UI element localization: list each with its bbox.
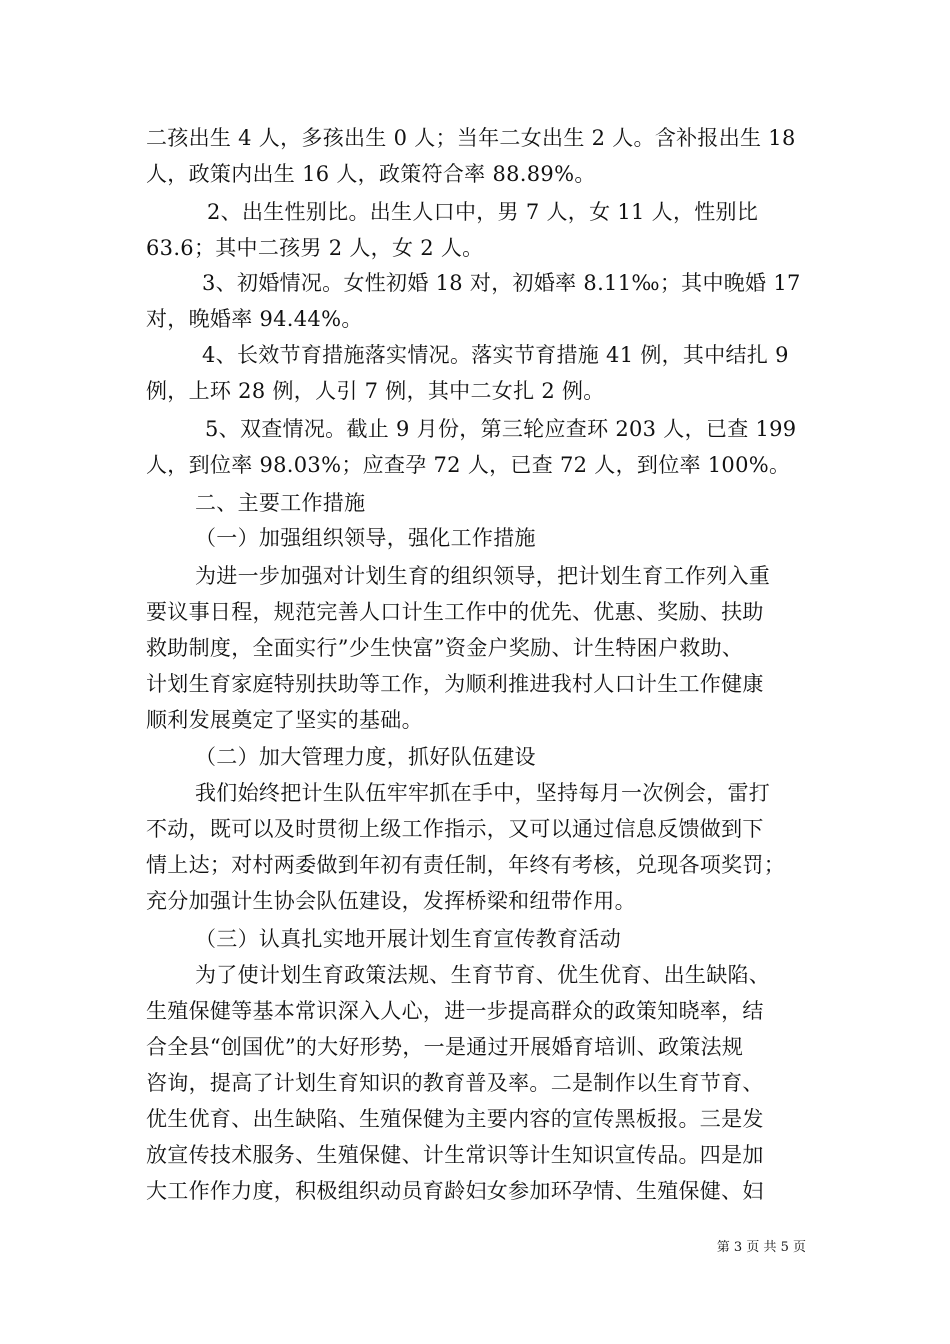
text-line: 大工作作力度，积极组织动员育龄妇女参加环孕情、生殖保健、妇 [146,1179,764,1203]
text-line: 为了使计划生育政策法规、生育节育、优生优育、出生缺陷、 [195,963,771,987]
text-line: 人，政策内出生 16 人，政策符合率 88.89%。 [146,162,596,186]
text-line: 优生优育、出生缺陷、生殖保健为主要内容的宣传黑板报。三是发 [146,1107,764,1131]
section-heading: 二、主要工作措施 [195,491,366,515]
subsection-heading: （一）加强组织领导，强化工作措施 [195,526,536,550]
text-line: 顺利发展奠定了坚实的基础。 [146,708,423,732]
text-line: 对，晚婚率 94.44%。 [146,307,363,331]
text-line: 63.6；其中二孩男 2 人，女 2 人。 [146,236,484,260]
text-line: 3、初婚情况。女性初婚 18 对，初婚率 8.11‰；其中晚婚 17 [202,271,801,295]
text-line: 人，到位率 98.03%；应查孕 72 人，已查 72 人，到位率 100%。 [146,453,791,477]
text-line: 我们始终把计生队伍牢牢抓在手中，坚持每月一次例会，雷打 [195,781,771,805]
text-line: 5、双查情况。截止 9 月份，第三轮应查环 203 人，已查 199 [205,417,797,441]
text-line: 不动，既可以及时贯彻上级工作指示，又可以通过信息反馈做到下 [146,817,764,841]
subsection-heading: （二）加大管理力度，抓好队伍建设 [195,745,536,769]
page-number-footer: 第 3 页 共 5 页 [716,1240,806,1255]
text-line: 咨询，提高了计划生育知识的教育普及率。二是制作以生育节育、 [146,1071,764,1095]
text-line: 情上达；对村两委做到年初有责任制，年终有考核，兑现各项奖罚； [146,853,785,877]
text-line: 例，上环 28 例，人引 7 例，其中二女扎 2 例。 [146,379,605,403]
text-line: 要议事日程，规范完善人口计生工作中的优先、优惠、奖励、扶助 [146,600,764,624]
text-line: 2、出生性别比。出生人口中，男 7 人，女 11 人，性别比 [207,200,759,224]
text-line: 二孩出生 4 人，多孩出生 0 人；当年二女出生 2 人。含补报出生 18 [146,126,796,150]
text-line: 为进一步加强对计划生育的组织领导，把计划生育工作列入重 [195,564,771,588]
text-line: 救助制度，全面实行”少生快富”资金户奖励、计生特困户救助、 [146,636,744,660]
text-line: 放宣传技术服务、生殖保健、计生常识等计生知识宣传品。四是加 [146,1143,764,1167]
text-line: 计划生育家庭特别扶助等工作，为顺利推进我村人口计生工作健康 [146,672,764,696]
text-line: 合全县“创国优”的大好形势，一是通过开展婚育培训、政策法规 [146,1035,744,1059]
text-line: 4、长效节育措施落实情况。落实节育措施 41 例，其中结扎 9 [202,343,789,367]
text-line: 充分加强计生协会队伍建设，发挥桥梁和纽带作用。 [146,889,636,913]
text-line: 生殖保健等基本常识深入人心，进一步提高群众的政策知晓率，结 [146,999,764,1023]
subsection-heading: （三）认真扎实地开展计划生育宣传教育活动 [195,927,621,951]
